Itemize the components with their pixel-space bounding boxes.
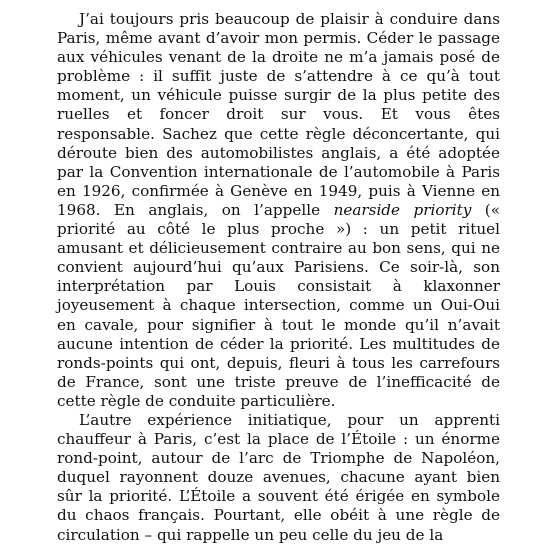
paragraph-1-text-a: J’ai toujours pris beaucoup de plaisir à conduire dans Paris, même avant d’avoir mon permis. Céder le passage aux véhicules venant de la droite ne m’a jamais posé de problème : il suffit juste de s’attendre à ce qu’à tout moment, un véhicule puisse surgir de la plus petite des ruelles et foncer droit sur vous. Et vous êtes responsable. Sachez que cette règle déconcertante, qui déroute bien des automobilistes anglais, a été adoptée par la Convention internationale de l’automobile à Paris en 1926, confirmée à Genève en 1949, puis à Vienne en 1968. En anglais, on l’appelle xyxy=(57,10,500,219)
paragraph-1-italic-term: nearside priority xyxy=(333,200,472,219)
paragraph-1 xyxy=(57,10,500,411)
paragraph-2 xyxy=(57,411,500,545)
document-page xyxy=(57,10,500,545)
paragraph-1-text-b: (« priorité au côté le plus proche ») : un petit rituel amusant et délicieusement contraire au bon sens, qui ne convient aujourd’hui qu’aux Parisiens. Ce soir-là, son interprétation par Louis consistait à klaxonner joyeusement à chaque intersection, comme un Oui-Oui en cavale, pour signifier à tout le monde qu’il n’avait aucune intention de céder la priorité. Les multitudes de ronds-points qui ont, depuis, fleuri à tous les carrefours de France, sont une triste preuve de l’inefficacité de cette règle de conduite particulière. xyxy=(57,200,501,410)
paragraph-2-text: L’autre expérience initiatique, pour un apprenti chauffeur à Paris, c’est la place de l’Étoile : un énorme rond-point, autour de l’arc de Triomphe de Napoléon, duquel rayonnent douze avenues, chacune ayant bien sûr la priorité. L’Étoile a souvent été érigée en symbole du chaos français. Pourtant, elle obéit à une règle de circulation – qui rappelle un peu celle du jeu de la xyxy=(57,410,500,544)
